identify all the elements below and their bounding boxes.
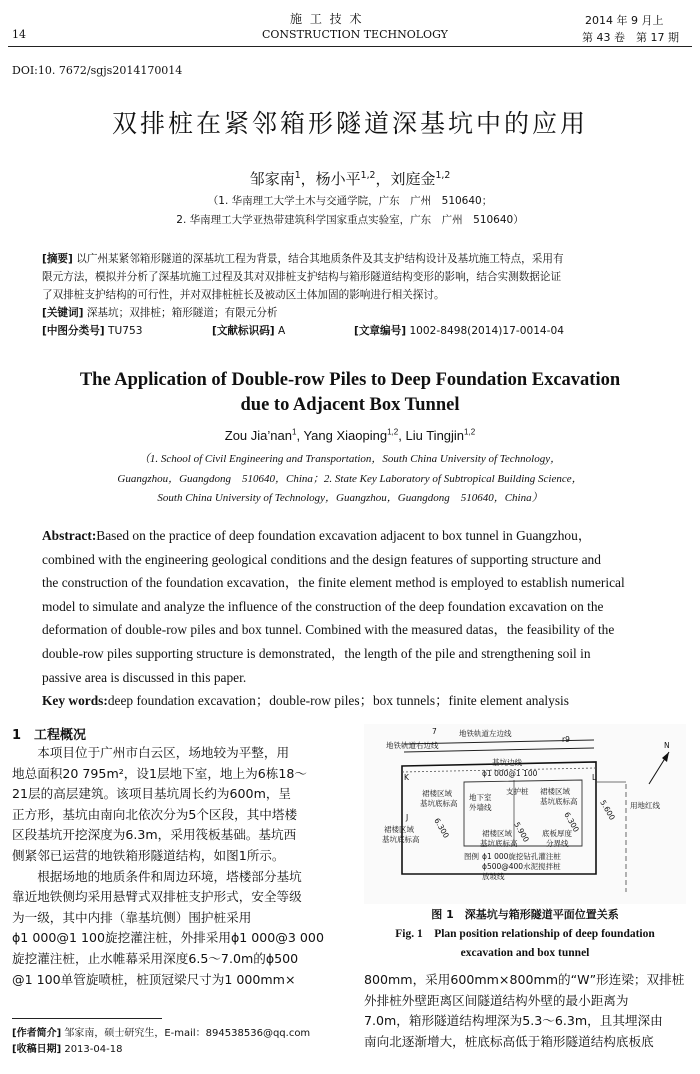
figure-caption-en-line: excavation and box tunnel xyxy=(460,947,590,959)
keywords-cn-label: [关键词] xyxy=(42,307,84,319)
body-line: ϕ1 000@1 100旋挖灌注桩，外排采用ϕ1 000@3 000 xyxy=(12,930,324,946)
abstract-cn-line: 了双排桩支护结构的可行性，并对双排桩桩长及被动区土体加固的影响进行相关探讨。 xyxy=(42,289,445,301)
footnote xyxy=(12,1026,310,1058)
abstract-cn-label: [摘要] xyxy=(42,253,73,265)
label-depth-2: 5.900 xyxy=(512,820,531,844)
body-line: 本项目位于广州市白云区，场地较为平整，用 xyxy=(12,745,290,760)
title-cn: 双排桩在紧邻箱形隧道深基坑中的应用 xyxy=(111,109,588,138)
author-en-3-sup: 1,2 xyxy=(464,427,476,437)
doc-code-value: A xyxy=(278,325,286,337)
body-line: 正方形，基坑由南向北依次分为5个区段，其中塔楼 xyxy=(12,806,298,822)
author-note-text: 邹家南，硕士研究生，E-mail：894538536@qq.com xyxy=(64,1028,311,1039)
label-K: K xyxy=(404,773,409,782)
body-line: 根据场地的地质条件和周边环境，塔楼部分基坑 xyxy=(12,868,302,884)
page-number: 14 xyxy=(12,28,26,41)
author-cn-2-sup: 1,2 xyxy=(360,170,376,181)
author-note xyxy=(12,1026,310,1042)
abstract-en-line: passive area is discussed in this paper. xyxy=(42,669,247,685)
abstract-cn-text: 以广州某紧邻箱形隧道的深基坑工程为背景，结合其地质条件及其支护结构设计及基坑施工特点，采用有 xyxy=(76,253,564,265)
author-cn-1-sup: 1 xyxy=(294,170,301,181)
footnote-rule xyxy=(12,1018,162,1019)
affiliation-cn-1: （1. 华南理工大学土木与交通学院，广东 广州 510640； xyxy=(207,195,493,207)
body-line: 侧紧邻已运营的地铁箱形隧道结构，如图1所示。 xyxy=(12,847,285,863)
label-legend-3: 放坡线 xyxy=(482,872,505,881)
abstract-en-label: Abstract: xyxy=(42,528,97,543)
abstract-cn xyxy=(42,250,662,340)
received-date-label: [收稿日期] xyxy=(12,1044,62,1055)
author-cn-3: 刘庭金 xyxy=(390,170,436,188)
figure-caption-cn: 图 1 深基坑与箱形隧道平面位置关系 xyxy=(431,908,619,921)
label-land-red: 用地红线 xyxy=(630,801,660,810)
abstract-en-line: model to simulate and analyze the influence of the construction of the deep foundation excavation on the xyxy=(42,598,604,614)
author-en-3: Liu Tingjin xyxy=(405,428,465,443)
label-legend-2: ϕ500@400水泥搅拌桩 xyxy=(482,862,561,871)
label-depth-4: 5.600 xyxy=(598,798,617,822)
label-boundary: 分界线 xyxy=(546,839,569,848)
affiliation-en xyxy=(0,450,700,509)
body-line: 靠近地铁侧均采用悬臂式双排桩支护形式，安全等级 xyxy=(12,889,302,905)
label-tower-area: 裙楼区域 xyxy=(422,789,452,798)
received-date-text: 2013-04-18 xyxy=(64,1044,123,1055)
label-subway-left: 地铁轨道左边线 xyxy=(459,729,512,738)
label-num9: r9 xyxy=(562,735,570,744)
author-sep: ， xyxy=(375,170,391,188)
classification-row xyxy=(42,322,662,340)
author-note-label: [作者简介] xyxy=(12,1028,62,1039)
journal-name-en: CONSTRUCTION TECHNOLOGY xyxy=(262,28,448,41)
label-pit-bottom: 基坑底标高 xyxy=(420,799,458,808)
clc-label: [中图分类号] xyxy=(42,325,105,337)
abstract-en-text: Based on the practice of deep foundation excavation adjacent to box tunnel in Guangzhou， xyxy=(96,528,592,543)
author-en-2-sup: 1,2 xyxy=(387,427,399,437)
abstract-en-line: the construction of the foundation excavation，the finite element method is employed to establish numerical xyxy=(42,575,625,591)
figure-caption-en-line: Fig. 1 Plan position relationship of deep foundation xyxy=(395,928,655,940)
keywords-cn xyxy=(42,304,662,322)
body-line: 7.0m，箱形隧道结构埋深为5.3～6.3m，且其埋深由 xyxy=(364,1013,663,1029)
doi: DOI:10. 7672/sgjs2014170014 xyxy=(12,64,183,77)
author-cn-1: 邹家南 xyxy=(249,170,295,188)
abstract-en xyxy=(42,524,657,713)
keywords-en-text: deep foundation excavation；double-row piles；box tunnels；finite element analysis xyxy=(107,693,569,709)
authors-en: Zou Jia’nan$^1$, Yang Xiaoping$^{1,2}$, Liu Tingjin$^{1,2}$ xyxy=(224,427,476,443)
journal-name-cn: 施 工 技 术 xyxy=(290,12,364,26)
author-en-2: Yang Xiaoping xyxy=(303,428,388,443)
label-depth-1: 6.300 xyxy=(432,816,451,840)
body-line: 800mm，采用600mm×800mm的“W”形连梁；双排桩 xyxy=(364,972,685,987)
title-en-line: due to Adjacent Box Tunnel xyxy=(240,395,460,415)
title-en-line: The Application of Double-row Piles to Deep Foundation Excavation xyxy=(79,370,621,390)
keywords-en xyxy=(42,689,657,713)
affiliation-en-line: South China University of Technology，Guangzhou，Guangdong 510640，China） xyxy=(157,492,543,504)
header-rule xyxy=(8,46,692,47)
article-no-label: [文章编号] xyxy=(354,325,407,337)
figure-1 xyxy=(364,724,686,904)
issue-date: 2014 年 9 月上 xyxy=(585,14,664,27)
abstract-en-line: double-row piles supporting structure is demonstrated，the length of the pile and strengthening soil in xyxy=(42,645,591,661)
received-date xyxy=(12,1042,310,1058)
abstract-cn-line: 限元方法，模拟并分析了深基坑施工过程及其对双排桩支护结构与箱形隧道结构变形的影响，结合实测数据论证 xyxy=(42,271,562,283)
body-line: 旋挖灌注桩，止水帷幕采用深度6.5～7.0m的ϕ500 xyxy=(12,950,299,966)
label-legend-1: ϕ1 000旋挖钻孔灌注桩 xyxy=(482,852,561,861)
label-L: L xyxy=(592,773,597,782)
label-tower-area-4: 裙楼区域 xyxy=(482,829,512,838)
body-line: @1 100单管旋喷桩，桩顶冠梁尺寸为1 000mm× xyxy=(12,971,296,987)
label-slab-thickness: 底板厚度 xyxy=(542,829,572,838)
label-north: N xyxy=(664,741,670,750)
label-depth-3: 6.300 xyxy=(562,810,581,834)
author-cn-2: 杨小平 xyxy=(315,170,361,188)
keywords-cn-text: 深基坑；双排桩；箱形隧道；有限元分析 xyxy=(86,307,278,319)
label-tower-area-2: 裙楼区域 xyxy=(540,787,570,796)
body-line: 地总面积20 795m²，设1层地下室，地上为6栋18～ xyxy=(12,765,307,781)
abstract-en-line: combined with the engineering geological conditions and the design features of supporting structure and xyxy=(42,551,601,567)
label-basement: 地下室 xyxy=(469,793,492,802)
label-subway-right: 地铁轨道右边线 xyxy=(386,741,439,750)
title-en xyxy=(0,368,700,418)
body-line: 外排桩外壁距离区间隧道结构外壁的最小距离为 xyxy=(364,992,629,1008)
doc-code-label: [文献标识码] xyxy=(212,325,275,337)
section-heading: 1 工程概况 xyxy=(12,728,87,743)
author-cn-3-sup: 1,2 xyxy=(435,170,451,181)
label-outer-wall: 外墙线 xyxy=(469,803,492,812)
author-sep: ， xyxy=(300,170,316,188)
abstract-en-line: deformation of double-row piles and box tunnel. Combined with the measured datas，the feasibility of the xyxy=(42,622,615,638)
figure-1-drawing xyxy=(364,724,686,904)
author-en-1: Zou Jia’nan xyxy=(224,428,292,443)
label-pile-spec: ϕ1 000@1 100 xyxy=(482,769,538,778)
abstract-cn-line xyxy=(42,250,662,268)
label-pit-bottom-3: 基坑底标高 xyxy=(382,835,420,844)
label-pit-bottom-2: 基坑底标高 xyxy=(540,797,578,806)
body-line: 南向北逐渐增大，桩底标高低于箱形隧道结构底板底 xyxy=(364,1033,654,1049)
clc-value: TU753 xyxy=(108,325,143,337)
label-support-pile: 支护桩 xyxy=(506,787,529,796)
authors-cn xyxy=(0,168,700,189)
figure-background xyxy=(364,724,686,904)
label-pit-edge: 基坑边线 xyxy=(492,758,522,767)
affiliation-en-line: Guangzhou，Guangdong 510640，China；2. State Key Laboratory of Subtropical Building Science， xyxy=(117,472,583,485)
author-en-1-sup: 1 xyxy=(291,427,297,437)
section1-col2 xyxy=(364,970,688,1052)
volume-issue: 第 43 卷 第 17 期 xyxy=(582,31,679,44)
figure-caption-en xyxy=(364,925,686,963)
label-legend-title: 图例 xyxy=(464,852,479,861)
label-num7: 7 xyxy=(432,727,437,736)
abstract-en-line xyxy=(42,524,657,548)
body-line: 为一级，其中内排（靠基坑侧）围护桩采用 xyxy=(12,909,252,925)
section1-col1 xyxy=(12,743,344,990)
label-J: J xyxy=(406,813,409,822)
keywords-en-label: Key words: xyxy=(42,693,108,709)
affiliation-cn-2: 2. 华南理工大学亚热带建筑科学国家重点实验室，广东 广州 510640） xyxy=(176,214,524,226)
body-line: 21层的高层建筑。该项目基坑周长约为600m，呈 xyxy=(12,786,292,802)
body-line: 区段基坑开挖深度为6.3m，采用筏板基础。基坑西 xyxy=(12,827,297,843)
article-no-value: 1002-8498(2014)17-0014-04 xyxy=(409,325,564,337)
label-tower-area-3: 裙楼区域 xyxy=(384,825,414,834)
affiliation-en-line: （1. School of Civil Engineering and Transportation，South China University of Technology， xyxy=(138,453,562,465)
label-pit-bottom-4: 基坑底标高 xyxy=(480,839,518,848)
